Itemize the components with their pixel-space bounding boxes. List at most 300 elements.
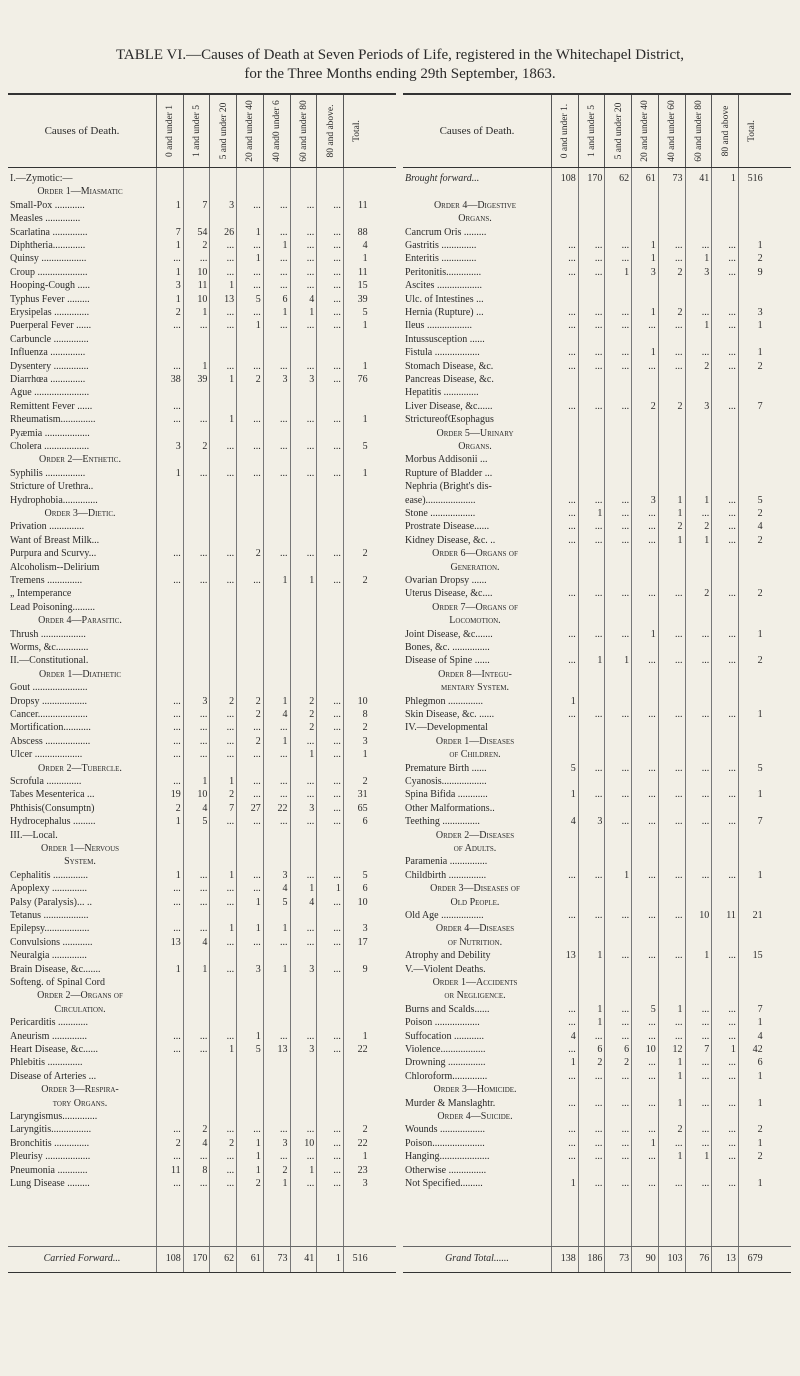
header-age-cell: [604, 95, 632, 167]
cause-name: Puerperal Fever ......: [10, 320, 92, 332]
count-cell: 2: [229, 1137, 235, 1149]
table-row: [403, 226, 791, 239]
count-cell: ...: [226, 307, 235, 318]
cause-name: Other Malformations..: [405, 802, 495, 814]
count-cell: 4: [309, 896, 315, 908]
count-cell: ...: [594, 709, 603, 720]
header-age-cell: [738, 95, 766, 167]
count-cell: ...: [674, 1178, 683, 1189]
count-cell: ...: [253, 240, 261, 251]
count-cell: 17: [357, 936, 368, 948]
count-cell: ...: [173, 695, 181, 707]
section-heading-row: [403, 614, 791, 627]
total-cell: 73: [277, 1253, 288, 1264]
count-cell: ...: [594, 789, 603, 801]
count-cell: ...: [594, 1137, 603, 1149]
count-cell: ...: [279, 414, 288, 426]
cause-name: Violence..................: [405, 1044, 486, 1055]
count-cell: 6: [362, 816, 368, 828]
count-cell: 2: [229, 789, 235, 801]
count-cell: ...: [701, 1178, 710, 1189]
table-row: [8, 319, 396, 332]
count-cell: ...: [701, 347, 710, 359]
count-cell: ...: [199, 722, 208, 734]
count-cell: ...: [333, 293, 341, 305]
count-cell: ...: [594, 320, 603, 332]
count-cell: 4: [202, 1137, 208, 1149]
count-cell: 1: [255, 1164, 261, 1176]
count-cell: ...: [674, 253, 683, 265]
count-cell: 1: [650, 307, 656, 318]
cause-name: Burns and Scalds......: [405, 1003, 490, 1015]
cause-name: Abscess ..................: [10, 735, 91, 747]
section-heading-row: [8, 614, 396, 627]
count-cell: ...: [226, 936, 235, 948]
count-cell: 2: [757, 253, 763, 265]
cause-name: Kidney Disease, &c. ..: [405, 534, 496, 546]
count-cell: 1: [757, 1017, 763, 1029]
section-heading: Order 3—Dietic.: [44, 508, 116, 519]
count-cell: ...: [199, 896, 208, 908]
count-cell: 8: [362, 709, 368, 720]
table-row: [403, 788, 791, 801]
total-cell: 516: [352, 1253, 368, 1264]
page-title: [0, 46, 800, 84]
count-cell: ...: [253, 575, 261, 586]
count-cell: ...: [594, 910, 603, 921]
count-cell: ...: [173, 749, 181, 761]
count-cell: ...: [199, 883, 208, 895]
count-cell: ...: [173, 722, 181, 734]
count-cell: 65: [357, 802, 368, 814]
table-row: [8, 1056, 396, 1069]
count-cell: 13: [277, 1044, 288, 1055]
count-cell: 1: [229, 414, 235, 426]
cause-name: Poison ..................: [405, 1017, 480, 1029]
count-cell: 108: [560, 173, 576, 184]
count-cell: ...: [621, 816, 630, 828]
cause-name: Laryngismus..............: [10, 1111, 98, 1122]
cause-name: Peritonitis..............: [405, 266, 482, 278]
count-cell: ...: [253, 414, 261, 426]
count-cell: ...: [648, 869, 656, 881]
count-cell: ...: [226, 253, 235, 265]
cause-name: Ulc. of Intestines ...: [405, 293, 484, 305]
left-table-body: [8, 168, 396, 1273]
count-cell: ...: [333, 240, 341, 251]
table-row: [8, 654, 396, 667]
count-cell: 13: [224, 293, 235, 305]
count-cell: 2: [255, 735, 261, 747]
count-cell: ...: [568, 307, 576, 318]
count-cell: ...: [621, 709, 630, 720]
total-row: [8, 1250, 396, 1268]
header-age-cell: [290, 95, 318, 167]
count-cell: 2: [362, 575, 368, 586]
cause-name: Cephalitis ..............: [10, 869, 89, 881]
count-cell: ...: [199, 1044, 208, 1055]
cause-name: I.—Zymotic:—: [10, 173, 73, 184]
count-cell: ...: [279, 789, 288, 801]
count-cell: ...: [568, 521, 576, 533]
section-heading-row: [8, 185, 396, 198]
count-cell: ...: [279, 280, 288, 292]
count-cell: 5: [650, 1003, 656, 1015]
count-cell: 3: [309, 802, 315, 814]
cause-name: Neuralgia ..............: [10, 950, 87, 962]
table-row: [403, 386, 791, 399]
count-cell: 1: [597, 508, 603, 519]
cause-name: Lung Disease .........: [10, 1178, 90, 1189]
table-row: [8, 748, 396, 761]
count-cell: ...: [173, 923, 181, 935]
count-cell: ...: [621, 762, 630, 774]
section-heading: Order 1—Miasmatic: [37, 186, 123, 198]
count-cell: ...: [728, 508, 736, 519]
count-cell: ...: [173, 1178, 181, 1189]
table-row: [8, 587, 396, 600]
count-cell: ...: [621, 494, 630, 506]
count-cell: ...: [621, 521, 630, 533]
count-cell: ...: [568, 1097, 576, 1109]
table-row: [8, 815, 396, 828]
count-cell: 1: [309, 749, 315, 761]
count-cell: ...: [728, 869, 736, 881]
count-cell: ...: [621, 1097, 630, 1109]
cause-name: Scrofula ..............: [10, 776, 82, 787]
table-row: [403, 695, 791, 708]
count-cell: 5: [362, 869, 368, 881]
cause-name: Not Specified.........: [405, 1178, 483, 1189]
count-cell: ...: [333, 776, 341, 787]
count-cell: ...: [333, 320, 341, 332]
count-cell: ...: [306, 1178, 315, 1189]
header-age-label: 5 and under 20: [218, 102, 229, 160]
cause-name: Childbirth ...............: [405, 869, 487, 881]
count-cell: 1: [624, 655, 630, 667]
title-line-2: for the Three Months ending 29th September, 1863.: [244, 66, 556, 82]
count-cell: ...: [226, 1178, 235, 1189]
cause-name: Morbus Addisonii ...: [405, 454, 488, 466]
total-label: Carried Forward...: [43, 1253, 121, 1264]
count-cell: 2: [677, 521, 683, 533]
count-cell: 1: [677, 1097, 683, 1109]
count-cell: ...: [173, 1030, 181, 1042]
count-cell: 21: [752, 910, 763, 921]
section-heading-row: [8, 453, 396, 466]
count-cell: 73: [672, 173, 683, 184]
count-cell: 1: [175, 199, 181, 211]
count-cell: 4: [309, 293, 315, 305]
count-cell: 1: [229, 776, 235, 787]
table-row: [8, 279, 396, 292]
count-cell: 3: [757, 307, 763, 318]
count-cell: 1: [229, 280, 235, 292]
count-cell: ...: [333, 441, 341, 452]
count-cell: 2: [704, 360, 710, 372]
section-heading-row: [8, 668, 396, 681]
header-age-cell: [316, 95, 344, 167]
count-cell: 54: [197, 226, 208, 238]
count-cell: 1: [229, 923, 235, 935]
cause-name: Syphilis ................: [10, 467, 86, 479]
count-cell: 2: [362, 776, 368, 787]
count-cell: ...: [728, 266, 736, 278]
count-cell: 1: [309, 1164, 315, 1176]
count-cell: ...: [728, 1057, 736, 1069]
table-row: [403, 1056, 791, 1069]
count-cell: 23: [357, 1164, 368, 1176]
table-row: [403, 654, 791, 667]
count-cell: ...: [594, 869, 603, 881]
table-row: [403, 909, 791, 922]
count-cell: ...: [568, 253, 576, 265]
count-cell: 1: [282, 307, 288, 318]
count-cell: ...: [728, 762, 736, 774]
table-row: [8, 239, 396, 252]
count-cell: ...: [253, 1124, 261, 1136]
count-cell: ...: [199, 923, 208, 935]
table-row: [403, 413, 791, 426]
table-row: [8, 829, 396, 842]
left-table: [8, 93, 396, 1273]
count-cell: ...: [333, 199, 341, 211]
cause-name: Intussusception ......: [405, 333, 485, 345]
count-cell: ...: [226, 266, 235, 278]
count-cell: 1: [202, 307, 208, 318]
table-row: [8, 1123, 396, 1136]
table-row: [8, 896, 396, 909]
cause-name: Teething ...............: [405, 816, 480, 828]
count-cell: ...: [253, 883, 261, 895]
count-cell: ...: [674, 628, 683, 640]
count-cell: 3: [202, 695, 208, 707]
count-cell: 6: [624, 1044, 630, 1055]
count-cell: ...: [279, 1124, 288, 1136]
section-heading-row: [8, 842, 396, 855]
section-heading: Generation.: [450, 561, 500, 573]
count-cell: 1: [362, 360, 368, 372]
count-cell: ...: [728, 1003, 736, 1015]
table-row: [8, 963, 396, 976]
count-cell: 1: [229, 1044, 235, 1055]
count-cell: ...: [674, 1030, 683, 1042]
count-cell: 39: [197, 374, 208, 385]
count-cell: ...: [199, 548, 208, 560]
count-cell: 10: [699, 910, 710, 921]
section-heading-row: [8, 762, 396, 775]
table-row: [8, 1110, 396, 1123]
count-cell: ...: [594, 534, 603, 546]
cause-name: Brought forward...: [405, 173, 480, 184]
count-cell: 2: [282, 1164, 288, 1176]
cause-name: Gout ......................: [10, 682, 88, 694]
section-heading-row: [403, 735, 791, 748]
count-cell: 3: [175, 280, 181, 292]
count-cell: ...: [621, 1151, 630, 1163]
table-row: [8, 681, 396, 694]
count-cell: 1: [282, 240, 288, 251]
cause-name: Purpura and Scurvy...: [10, 548, 97, 560]
count-cell: 22: [357, 1044, 368, 1055]
count-cell: 1: [362, 467, 368, 479]
count-cell: ...: [306, 280, 315, 292]
count-cell: ...: [279, 749, 288, 761]
section-heading: Order 3—Respira-: [41, 1084, 119, 1096]
table-row: [403, 1097, 791, 1110]
table-row: [403, 1003, 791, 1016]
count-cell: 11: [357, 266, 368, 278]
table-row: [403, 520, 791, 533]
count-cell: 5: [202, 816, 208, 828]
count-cell: 1: [362, 414, 368, 426]
section-heading-row: [403, 896, 791, 909]
count-cell: 1: [704, 534, 710, 546]
count-cell: 10: [357, 896, 368, 908]
count-cell: ...: [173, 320, 181, 332]
count-cell: 2: [309, 695, 315, 707]
total-cell: 41: [304, 1253, 315, 1264]
count-cell: ...: [648, 709, 656, 720]
count-cell: 1: [704, 950, 710, 962]
cause-name: V.—Violent Deaths.: [405, 963, 486, 975]
count-cell: ...: [333, 1124, 341, 1136]
count-cell: 4: [202, 936, 208, 948]
section-heading-row: [403, 922, 791, 935]
header-age-cell: [263, 95, 291, 167]
count-cell: ...: [674, 1137, 683, 1149]
count-cell: 3: [362, 735, 368, 747]
table-row: [403, 252, 791, 265]
cause-name: III.—Local.: [10, 829, 58, 841]
count-cell: ...: [568, 266, 576, 278]
cause-name: Remittent Fever ......: [10, 400, 93, 412]
count-cell: 2: [229, 695, 235, 707]
count-cell: ...: [306, 816, 315, 828]
count-cell: 13: [565, 950, 576, 962]
table-row: [8, 226, 396, 239]
count-cell: ...: [279, 199, 288, 211]
count-cell: ...: [701, 240, 710, 251]
count-cell: 1: [570, 1057, 576, 1069]
count-cell: ...: [568, 347, 576, 359]
section-heading-row: [403, 440, 791, 453]
count-cell: 7: [704, 1044, 710, 1055]
cause-name: Pleurisy ..................: [10, 1151, 91, 1163]
header-age-label: 5 and under 20: [613, 102, 624, 160]
count-cell: ...: [594, 628, 603, 640]
count-cell: 26: [224, 226, 235, 238]
count-cell: ...: [594, 1124, 603, 1136]
table-row: [403, 1070, 791, 1083]
count-cell: ...: [648, 789, 656, 801]
count-cell: 5: [282, 896, 288, 908]
count-cell: ...: [173, 1124, 181, 1136]
count-cell: ...: [674, 320, 683, 332]
section-heading: Order 4—Diseases: [435, 923, 515, 935]
count-cell: ...: [333, 869, 341, 881]
count-cell: ...: [333, 307, 341, 318]
count-cell: ...: [674, 789, 683, 801]
count-cell: 1: [757, 709, 763, 720]
count-cell: 1: [650, 240, 656, 251]
count-cell: 11: [171, 1164, 181, 1176]
cause-name: Cancer....................: [10, 709, 88, 720]
count-cell: 1: [362, 1151, 368, 1163]
count-cell: ...: [728, 400, 736, 412]
count-cell: 4: [202, 802, 208, 814]
cause-name: Disease of Spine ......: [405, 655, 490, 667]
count-cell: ...: [594, 253, 603, 265]
table-row: [8, 212, 396, 225]
header-cause-cell: [403, 95, 551, 167]
cause-name: Cholera ..................: [10, 441, 90, 452]
count-cell: ...: [728, 347, 736, 359]
count-cell: ...: [226, 1164, 235, 1176]
table-row: [403, 1150, 791, 1163]
cause-name: IV.—Developmental: [405, 722, 488, 734]
table-row: [403, 185, 791, 198]
cause-name: Rupture of Bladder ...: [405, 467, 493, 479]
count-cell: ...: [674, 1017, 683, 1029]
count-cell: ...: [648, 521, 656, 533]
table-row: [8, 641, 396, 654]
table-row: [403, 708, 791, 721]
count-cell: ...: [728, 1097, 736, 1109]
cause-name: Diphtheria.............: [10, 240, 86, 251]
table-row: [403, 628, 791, 641]
count-cell: ...: [253, 441, 261, 452]
cause-name: Uterus Disease, &c....: [405, 588, 493, 600]
count-cell: ...: [648, 816, 656, 828]
total-cell: 90: [645, 1253, 656, 1264]
section-heading-row: [403, 976, 791, 989]
count-cell: ...: [333, 1164, 341, 1176]
count-cell: ...: [621, 240, 630, 251]
count-cell: ...: [226, 735, 235, 747]
count-cell: ...: [674, 655, 683, 667]
table-row: [8, 601, 396, 614]
cause-name: Hepatitis ..............: [405, 387, 479, 399]
count-cell: 2: [202, 441, 208, 452]
count-cell: ...: [621, 360, 630, 372]
count-cell: ...: [253, 467, 261, 479]
count-cell: 2: [202, 1124, 208, 1136]
total-row: [403, 1250, 791, 1268]
count-cell: ...: [701, 655, 710, 667]
count-cell: ...: [568, 508, 576, 519]
header-age-cell: [578, 95, 606, 167]
count-cell: ...: [306, 441, 315, 452]
count-cell: 1: [757, 628, 763, 640]
count-cell: 15: [752, 950, 763, 962]
count-cell: 4: [570, 816, 576, 828]
table-row: [8, 1137, 396, 1150]
section-heading: Order 2—Tubercle.: [38, 762, 122, 774]
count-cell: 5: [570, 762, 576, 774]
count-cell: ...: [226, 360, 235, 372]
section-heading: Order 7—Organs of: [432, 601, 518, 613]
cause-name: Gastritis ..............: [405, 240, 477, 251]
count-cell: 1: [229, 869, 235, 881]
table-row: [403, 1043, 791, 1056]
cause-name: Hanging....................: [405, 1151, 490, 1163]
count-cell: ...: [306, 320, 315, 332]
count-cell: 1: [570, 789, 576, 801]
count-cell: ...: [173, 360, 181, 372]
section-heading-row: [8, 507, 396, 520]
table-row: [403, 266, 791, 279]
